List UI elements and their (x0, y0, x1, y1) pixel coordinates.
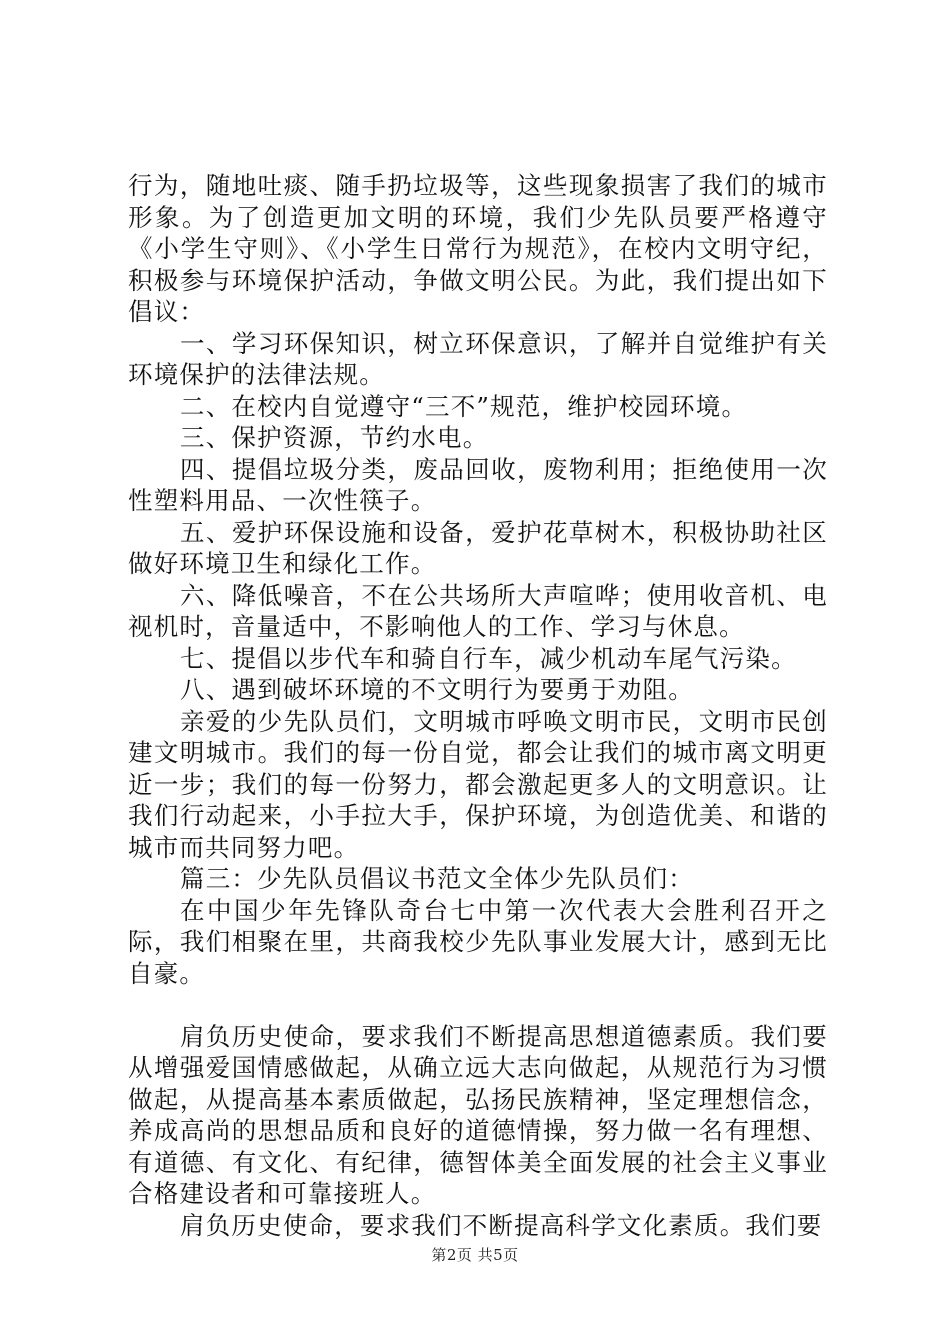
proposal-item-6: 六、降低噪音，不在公共场所大声喧哗；使用收音机、电视机时，音量适中，不影响他人的工作、学习与休息。 (128, 580, 828, 641)
proposal-item-1: 一、学习环保知识，树立环保意识，了解并自觉维护有关环境保护的法律法规。 (128, 328, 828, 389)
paragraph-intro: 行为，随地吐痰、随手扔垃圾等，这些现象损害了我们的城市形象。为了创造更加文明的环境，我们少先队员要严格遵守《小学生守则》、《小学生日常行为规范》，在校内文明守纪，积极参与环境保护活动，争做文明公民。为此，我们提出如下倡议： (128, 171, 828, 326)
proposal-item-2: 二、在校内自觉遵守“三不”规范，维护校园环境。 (180, 391, 748, 421)
paragraph-closing: 亲爱的少先队员们，文明城市呼唤文明市民，文明市民创建文明城市。我们的每一份自觉，都会让我们的城市离文明更近一步；我们的每一份努力，都会激起更多人的文明意识。让我们行动起来，小手拉大手，保护环境，为创造优美、和谐的城市而共同努力吧。 (128, 706, 828, 862)
proposal-item-3: 三、保护资源，节约水电。 (180, 423, 489, 452)
paragraph-gap (128, 989, 828, 1021)
paragraph-congress: 在中国少年先锋队奇台七中第一次代表大会胜利召开之际，我们相聚在里，共商我校少先队事业发展大计，感到无比自豪。 (128, 895, 828, 988)
page-number-footer: 第2页 共5页 (431, 1246, 519, 1264)
document-body (128, 170, 828, 1241)
proposal-item-7: 七、提倡以步代车和骑自行车，减少机动车尾气污染。 (180, 643, 797, 673)
proposal-item-5: 五、爱护环保设施和设备，爱护花草树木，积极协助社区做好环境卫生和绿化工作。 (128, 517, 828, 578)
proposal-item-8: 八、遇到破坏环境的不文明行为要勇于劝阻。 (180, 675, 694, 704)
paragraph-moral-quality: 肩负历史使命，要求我们不断提高思想道德素质。我们要从增强爱国情感做起，从确立远大志向做起，从规范行为习惯做起，从提高基本素质做起，弘扬民族精神，坚定理想信念，养成高尚的思想品质和良好的道德情操，努力做一名有理想、有道德、有文化、有纪律，德智体美全面发展的社会主义事业合格建设者和可靠接班人。 (128, 1021, 828, 1208)
section-heading-part-three: 篇三：少先队员倡议书范文全体少先队员们： (180, 864, 694, 893)
paragraph-science-quality: 肩负历史使命，要求我们不断提高科学文化素质。我们要 (180, 1210, 823, 1240)
proposal-item-4: 四、提倡垃圾分类，废品回收，废物利用；拒绝使用一次性塑料用品、一次性筷子。 (128, 454, 828, 515)
